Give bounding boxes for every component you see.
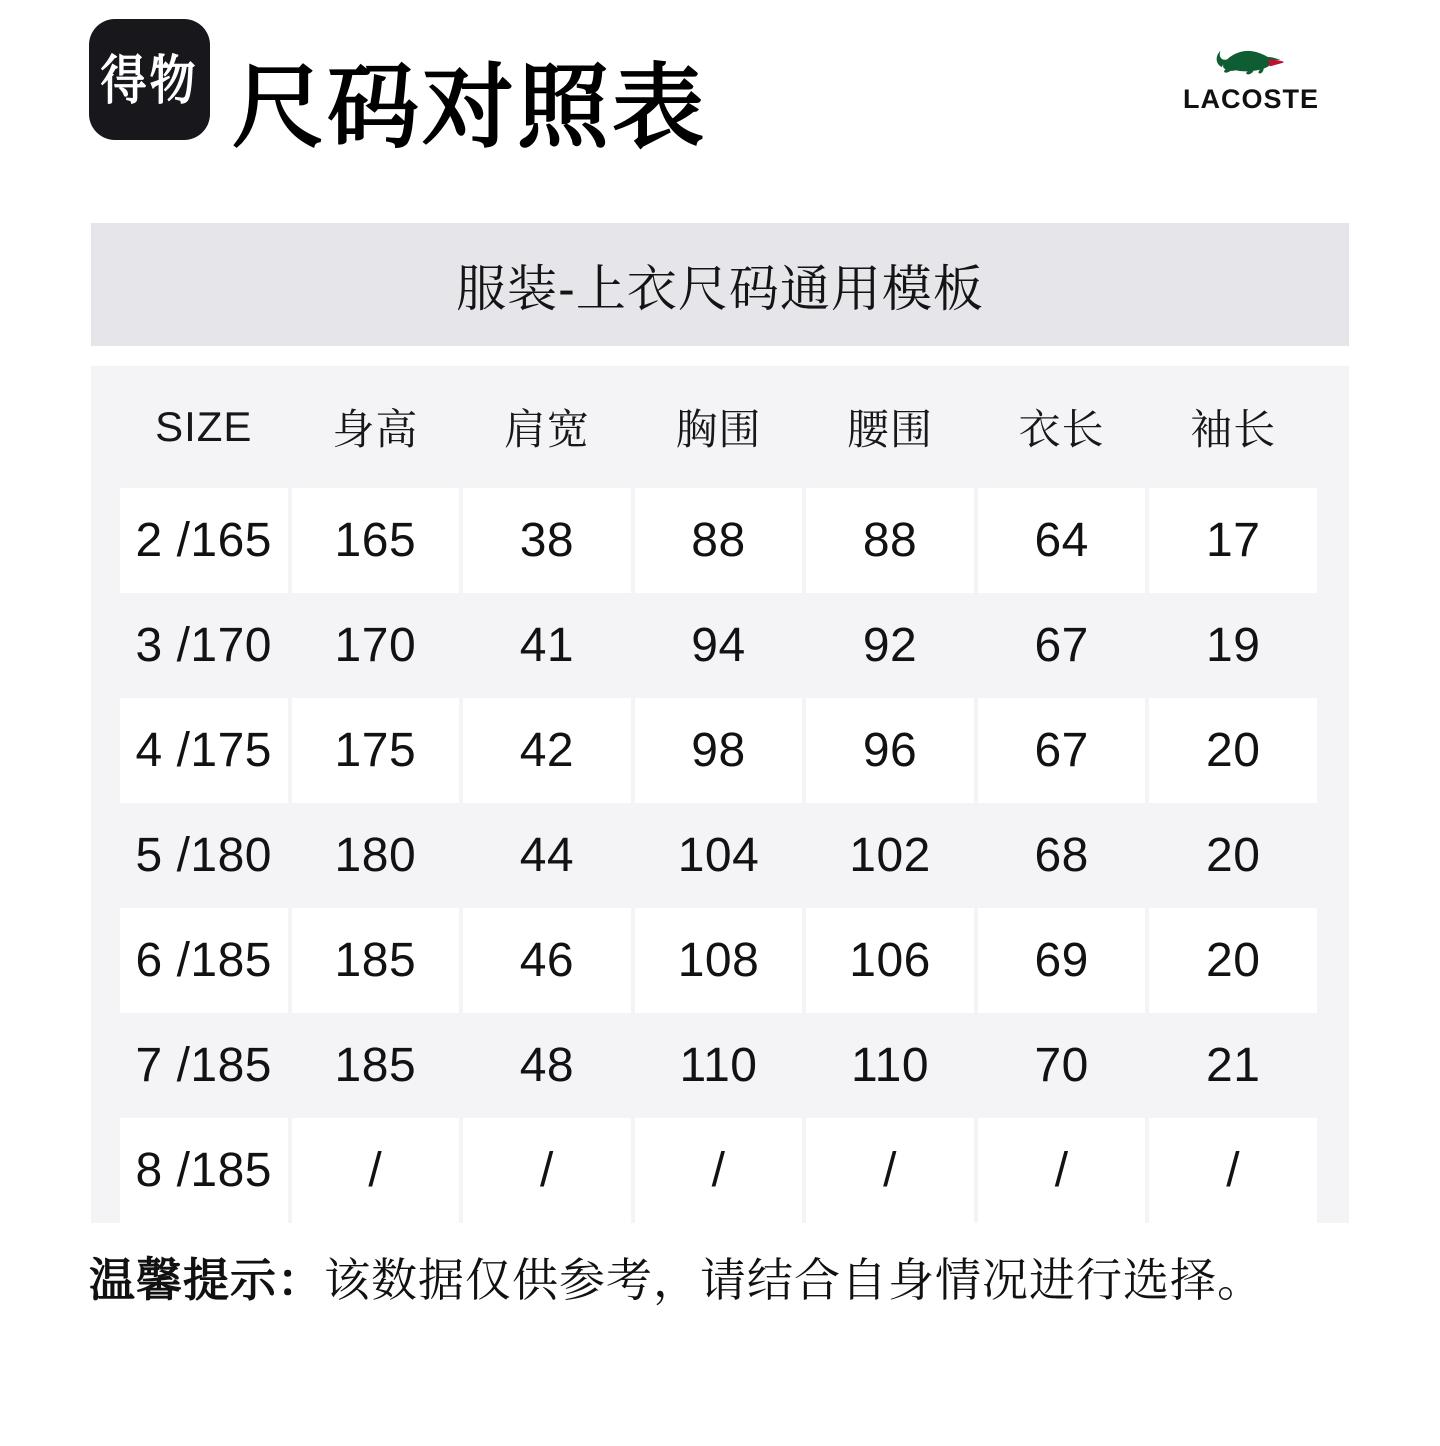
table-cell: 20 (1149, 908, 1317, 1013)
lacoste-wordmark: LACOSTE (1183, 84, 1320, 114)
table-cell: 64 (978, 488, 1146, 593)
column-header: 肩宽 (503, 406, 590, 453)
table-cell: 17 (1149, 488, 1317, 593)
table-cell: 4 /175 (120, 698, 288, 803)
table-cell: 98 (635, 698, 803, 803)
table-row (91, 593, 1349, 698)
table-cell: / (806, 1118, 974, 1223)
table-cell: 94 (691, 619, 746, 672)
dewu-logo (89, 19, 210, 140)
size-table-header-row (91, 366, 1349, 488)
table-row (91, 908, 1349, 1013)
table-cell: 42 (463, 698, 631, 803)
table-cell: 69 (978, 908, 1146, 1013)
reminder-note (89, 1244, 1264, 1310)
table-cell: / (635, 1118, 803, 1223)
table-cell: 2 /165 (120, 488, 288, 593)
table-cell: 20 (1149, 698, 1317, 803)
table-cell: 41 (519, 619, 575, 672)
page-title: 尺码对照表 (232, 57, 708, 159)
table-cell: 185 (334, 1039, 417, 1092)
lacoste-crocodile-icon (1213, 42, 1289, 82)
table-cell: 21 (1206, 1039, 1261, 1092)
column-header: 身高 (332, 406, 419, 453)
reminder-label: 温馨提示： (89, 1254, 324, 1306)
table-row (91, 698, 1349, 803)
template-banner (91, 223, 1349, 346)
table-cell: 46 (463, 908, 631, 1013)
table-cell: 44 (519, 829, 575, 882)
column-header: SIZE (155, 403, 253, 450)
size-table-body (91, 488, 1349, 1223)
table-cell: / (292, 1118, 460, 1223)
table-cell: 175 (292, 698, 460, 803)
table-cell: 7 /185 (135, 1039, 272, 1092)
reminder-text: 该数据仅供参考，请结合自身情况进行选择。 (324, 1254, 1264, 1306)
table-cell: 102 (849, 829, 931, 882)
table-cell: 88 (635, 488, 803, 593)
table-cell: 70 (1034, 1039, 1089, 1092)
table-cell: 92 (862, 619, 918, 672)
table-cell: 48 (519, 1039, 575, 1092)
table-cell: 170 (334, 619, 417, 672)
table-cell: 165 (292, 488, 460, 593)
table-row (91, 488, 1349, 593)
column-header: 腰围 (847, 406, 934, 453)
table-cell: 38 (463, 488, 631, 593)
table-cell: 180 (334, 829, 417, 882)
size-table (91, 366, 1349, 1223)
table-cell: 96 (806, 698, 974, 803)
table-row (91, 1013, 1349, 1118)
table-cell: 67 (978, 698, 1146, 803)
table-cell: 8 /185 (120, 1118, 288, 1223)
table-cell: / (1149, 1118, 1317, 1223)
table-cell: 104 (677, 829, 760, 882)
table-cell: 6 /185 (120, 908, 288, 1013)
table-cell: 68 (1034, 829, 1089, 882)
table-cell: 108 (635, 908, 803, 1013)
table-row (91, 1118, 1349, 1223)
column-header: 袖长 (1190, 406, 1277, 453)
dewu-logo-text: 得物 (100, 49, 199, 110)
template-banner-title: 服装-上衣尺码通用模板 (456, 260, 984, 317)
table-cell: 185 (292, 908, 460, 1013)
table-cell: 19 (1206, 619, 1261, 672)
table-cell: 110 (679, 1039, 758, 1092)
lacoste-brand (1183, 42, 1320, 114)
table-cell: 3 /170 (135, 619, 272, 672)
column-header: 胸围 (675, 406, 762, 453)
column-header: 衣长 (1018, 406, 1105, 453)
table-cell: 110 (851, 1039, 930, 1092)
table-cell: 106 (806, 908, 974, 1013)
table-cell: 67 (1034, 619, 1089, 672)
table-cell: / (463, 1118, 631, 1223)
table-cell: 20 (1206, 829, 1261, 882)
table-cell: 5 /180 (135, 829, 272, 882)
table-cell: 88 (806, 488, 974, 593)
table-row (91, 803, 1349, 908)
table-cell: / (978, 1118, 1146, 1223)
